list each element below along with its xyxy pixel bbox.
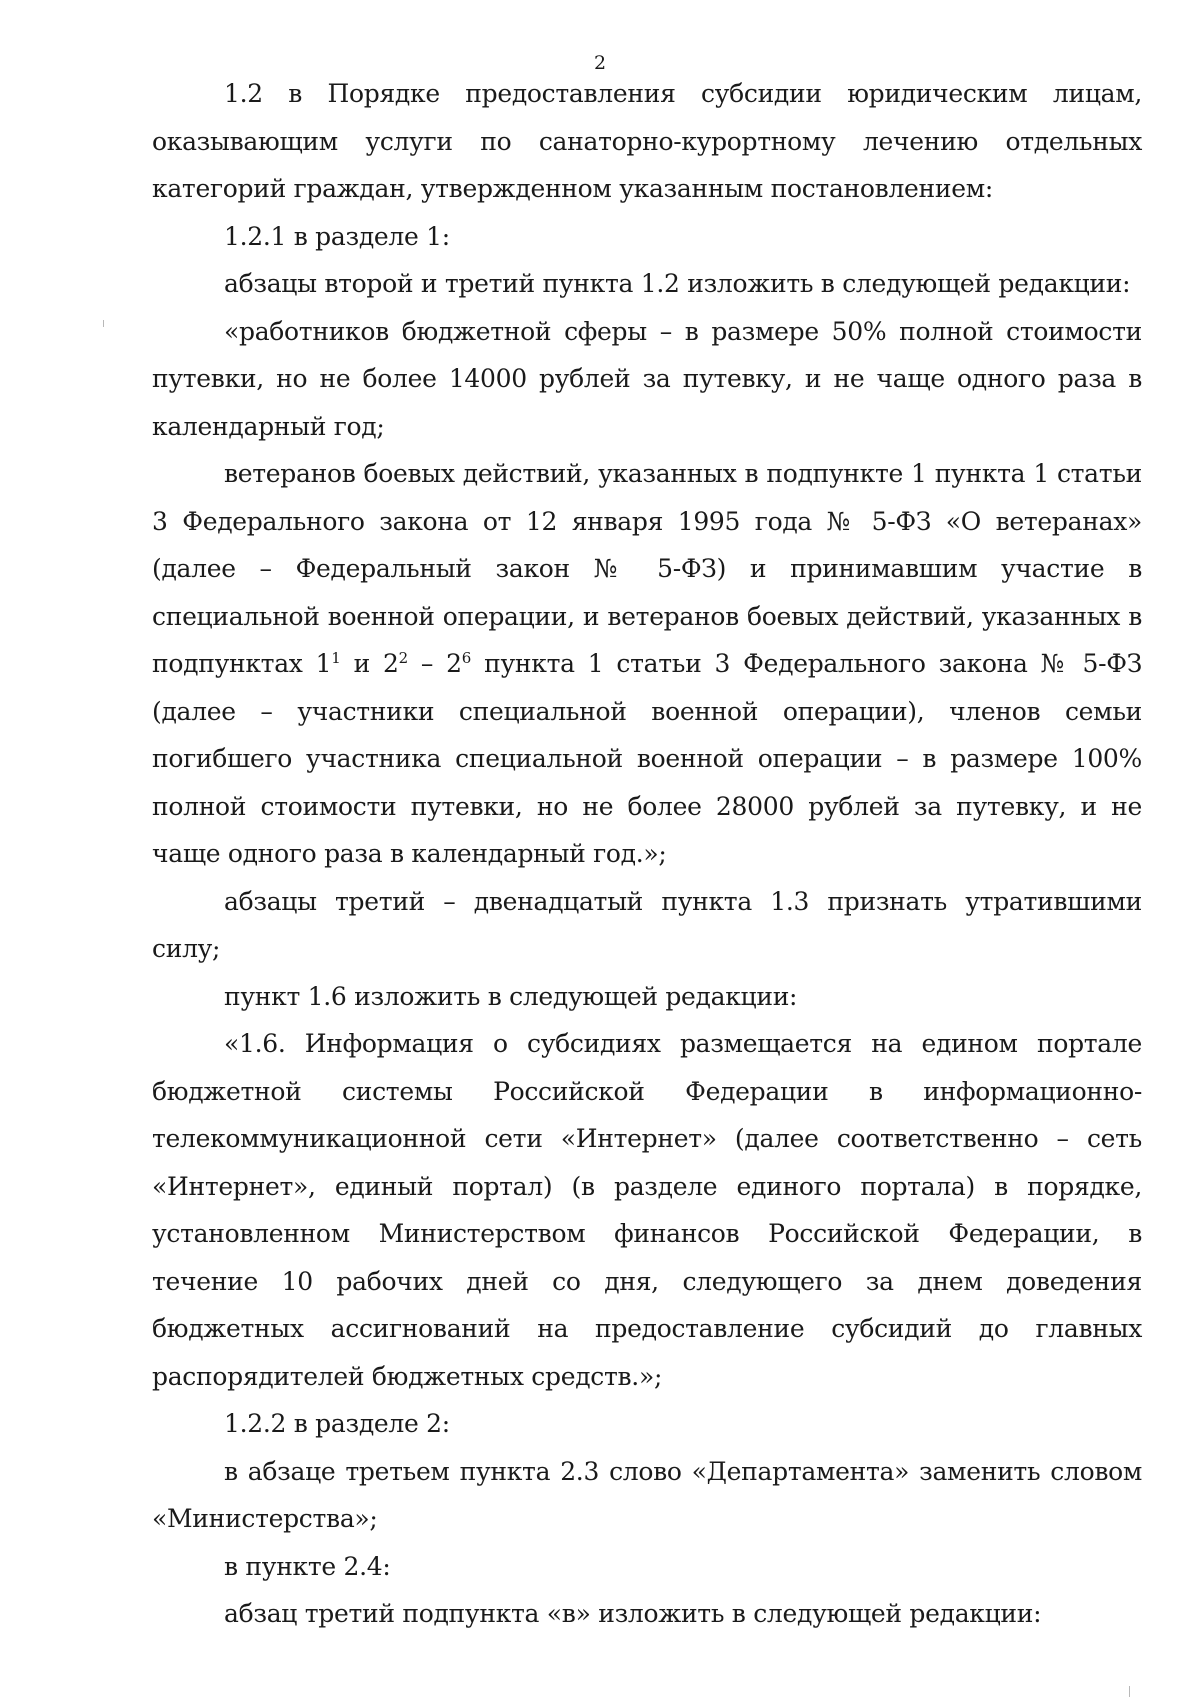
scan-mark-bottom xyxy=(1129,1686,1130,1697)
veterans-text-1: ветеранов боевых действий, указанных в подпункте 1 пункта 1 статьи 3 Федерального закона от 12 января 1995 года № 5-ФЗ «О ветеранах» (далее – Федеральный закон № 5-ФЗ) и принимавшим участие в специальной военной операции, и ветеранов боевых действий, указанных в подпунктах 1 xyxy=(152,459,1142,678)
veterans-text-3: – 2 xyxy=(407,649,462,678)
paragraph-1-3-void: абзацы третий – двенадцатый пункта 1.3 признать утратившими силу; xyxy=(152,886,1142,963)
paragraph-1-2-2: 1.2.2 в разделе 2: xyxy=(224,1409,450,1438)
paragraph-1-2-1: 1.2.1 в разделе 1: xyxy=(224,221,450,251)
paragraph-veterans xyxy=(152,450,1142,878)
superscript-6: 6 xyxy=(461,649,472,667)
paragraph-2-4-v: абзац третий подпункта «в» изложить в следующей редакции: xyxy=(224,1599,1042,1628)
paragraph-budget-workers: «работников бюджетной сферы – в размере 50% полной стоимости путевки, но не более 14000 рублей за путевку, и не чаще одного раза в календарный год; xyxy=(152,316,1142,441)
veterans-text-2: и 2 xyxy=(340,649,399,678)
superscript-1: 1 xyxy=(331,649,341,667)
superscript-2: 2 xyxy=(398,649,408,667)
paragraph-2-4: в пункте 2.4: xyxy=(224,1551,391,1581)
document-body xyxy=(152,70,1142,1638)
paragraph-1-2: 1.2 в Порядке предоставления субсидии юридическим лицам, оказывающим услуги по санаторно-курортному лечению отдельных категорий граждан, утвержденном указанным постановлением: xyxy=(152,79,1142,203)
paragraph-1-6-text: «1.6. Информация о субсидиях размещается на едином портале бюджетной системы Российской Федерации в информационно-телекоммуникационной сети «Интернет» (далее соответственно – сеть «Интернет», единый портал) (в разделе единого портала) в порядке, установленном Министерством финансов Российской Федерации, в течение 10 рабочих дней со дня, следующего за днем доведения бюджетных ассигнований на предоставление субсидий до главных распорядителей бюджетных средств.»; xyxy=(152,1029,1142,1391)
paragraph-2-3: в абзаце третьем пункта 2.3 слово «Департамента» заменить словом «Министерства»; xyxy=(152,1456,1142,1533)
veterans-text-4: пункта 1 статьи 3 Федерального закона № 5-ФЗ (далее – участники специальной военной операции), членов семьи погибшего участника специальной военной операции – в размере 100% полной стоимости путевки, но не более 28000 рублей за путевку, и не чаще одного раза в календарный год.»; xyxy=(152,649,1142,868)
scan-mark-left xyxy=(103,320,104,327)
paragraph-amend-1-6: пункт 1.6 изложить в следующей редакции: xyxy=(224,981,798,1011)
paragraph-amend-1-2: абзацы второй и третий пункта 1.2 изложить в следующей редакции: xyxy=(224,269,1131,298)
page-number: 2 xyxy=(593,52,607,74)
